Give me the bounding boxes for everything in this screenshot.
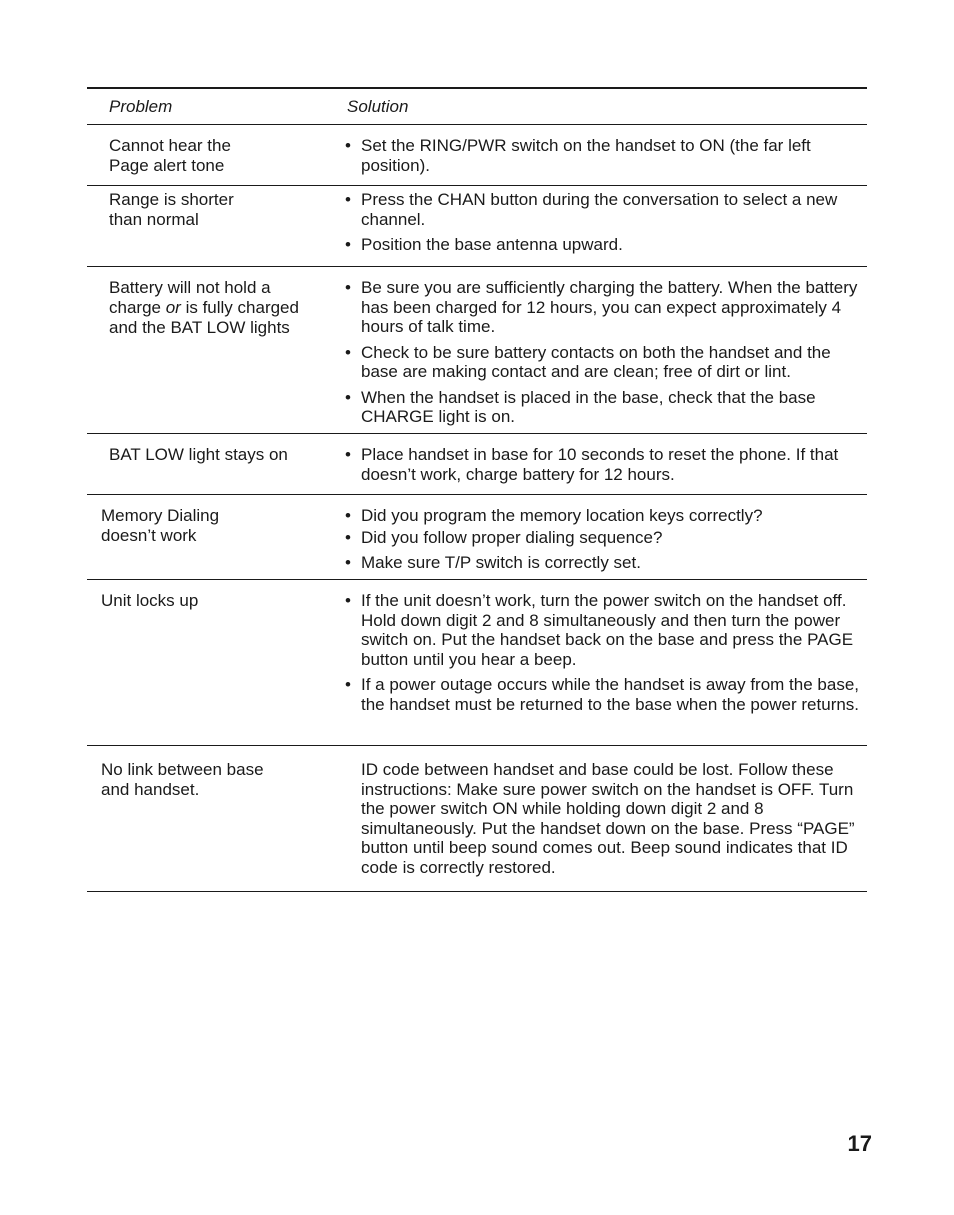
solution-item: • If a power outage occurs while the handset is away from the base, the handset must be returned to the base when the power returns.: [345, 675, 867, 714]
row-solution: [345, 190, 867, 261]
row-problem: Unit locks up: [101, 591, 199, 610]
solution-item: • If the unit doesn’t work, turn the power switch on the handset off. Hold down digit 2 and 8 simultaneously and then turn the power switch on. Put the handset back on the base and press the PAGE button until you hear a beep.: [345, 591, 867, 669]
page-number: 17: [847, 1131, 872, 1156]
row-solution: [345, 506, 867, 579]
troubleshooting-table: [87, 87, 867, 892]
table-row: [87, 125, 867, 186]
solution-item: • Be sure you are sufficiently charging the battery. When the battery has been charged for 12 hours, you can expect approximately 4 hours of talk time.: [345, 278, 867, 337]
solution-item: • Check to be sure battery contacts on both the handset and the base are making contact and are clean; free of dirt or lint.: [345, 343, 867, 382]
row-problem: Memory Dialing doesn’t work: [101, 506, 220, 545]
row-solution: [345, 760, 867, 877]
table-row: [87, 580, 867, 746]
solution-item: • Set the RING/PWR switch on the handset to ON (the far left position).: [345, 136, 867, 175]
row-solution: [345, 445, 867, 490]
solution-paragraph: ID code between handset and base could be lost. Follow these instructions: Make sure power switch on the handset is OFF. Turn the power switch ON while holding down digit 2 and 8 simultaneously. Put the handset down on the base. Press “PAGE” button until beep sound comes out. Beep sound indicates that ID code is correctly restored.: [361, 760, 855, 877]
solution-item: • Press the CHAN button during the conversation to select a new channel.: [345, 190, 867, 229]
table-row: [87, 267, 867, 434]
solution-item: • Place handset in base for 10 seconds to reset the phone. If that doesn’t work, charge battery for 12 hours.: [345, 445, 867, 484]
solution-item: • Make sure T/P switch is correctly set.: [345, 553, 867, 573]
row-problem: BAT LOW light stays on: [109, 445, 288, 464]
table-row: [87, 186, 867, 267]
row-solution: [345, 136, 867, 181]
table-row: [87, 434, 867, 495]
header-problem: Problem: [109, 97, 173, 116]
table-row: [87, 495, 867, 580]
row-problem: Cannot hear the Page alert tone: [109, 136, 231, 175]
table-row: [87, 746, 867, 892]
row-solution: [345, 278, 867, 433]
table-header: [87, 89, 867, 125]
solution-item: • Position the base antenna upward.: [345, 235, 867, 255]
header-solution: Solution: [347, 97, 409, 116]
row-problem: No link between base and handset.: [101, 760, 264, 799]
row-solution: [345, 591, 867, 720]
solution-item: • When the handset is placed in the base, check that the base CHARGE light is on.: [345, 388, 867, 427]
row-problem: Range is shorter than normal: [109, 190, 234, 229]
solution-item: • Did you program the memory location keys correctly?: [345, 506, 867, 526]
solution-item: • Did you follow proper dialing sequence?: [345, 528, 867, 548]
row-problem: Battery will not hold a charge or is fully charged and the BAT LOW lights: [109, 278, 299, 337]
